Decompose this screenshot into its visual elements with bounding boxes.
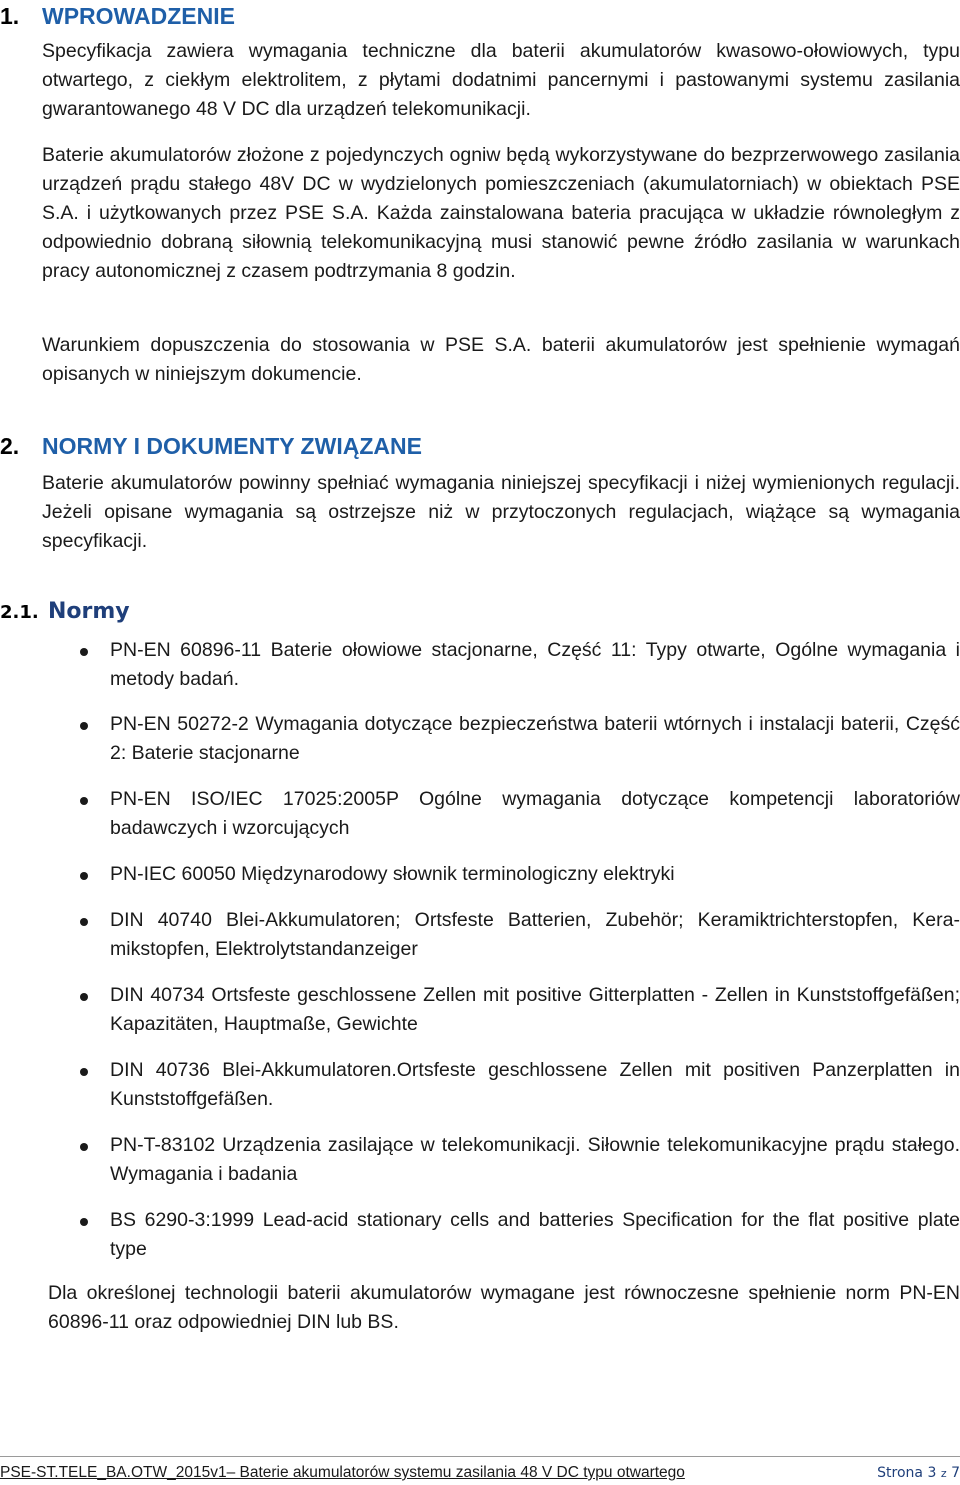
list-item-text: PN-IEC 60050 Międzynarodowy słownik terminologiczny elektryki (110, 863, 675, 885)
list-item-text: DIN 40736 Blei-Akkumulatoren.Ortsfeste geschlossene Zellen mit positiven Panzerplatten in Kunststoffgefäßen. (110, 1059, 960, 1110)
intro-paragraph-3: Warunkiem dopuszczenia do stosowania w PSE S.A. baterii akumulatorów jest spełnienie wymagań opisanych w niniejszym dokumencie. (42, 334, 960, 385)
section-1-title: WPROWADZENIE (42, 3, 235, 29)
list-item-text: DIN 40740 Blei-Akkumulatoren; Ortsfeste Batterien, Zubehör; Keramiktrichterstopfen, Kera-mikstopfen, Elektrolytstandanzeiger (110, 909, 960, 960)
list-item-text: PN-EN 50272-2 Wymagania dotyczące bezpieczeństwa baterii wtórnych i instalacji baterii, Część 2: Baterie stacjonarne (110, 713, 960, 764)
bullet-icon (80, 1218, 88, 1226)
bullet-icon (80, 872, 88, 880)
section-2-heading (0, 432, 422, 460)
page-footer (0, 1460, 960, 1484)
section-2-number: 2. (0, 433, 20, 459)
footer-page-number (877, 1462, 960, 1485)
footer-page-label: Strona (877, 1465, 924, 1481)
footer-divider (0, 1456, 960, 1457)
section-2-paragraph: Baterie akumulatorów powinny spełniać wymagania niniejszej specyfikacji i niżej wymienionych regulacji. Jeżeli opisane wymagania są ostrzejsze niż w przytoczonych regulacjach, wiążące są wymagania specyfikacji. (42, 472, 960, 552)
list-item-text: BS 6290-3:1999 Lead-acid stationary cells and batteries Specification for the flat positive plate type (110, 1209, 960, 1260)
list-item-text: PN-EN 60896-11 Baterie ołowiowe stacjonarne, Część 11: Typy otwarte, Ogólne wymagania i metody badań. (110, 639, 960, 690)
bullet-icon (80, 797, 88, 805)
list-item-text: PN-EN ISO/IEC 17025:2005P Ogólne wymagania dotyczące kompetencji laboratoriów badawczych i wzorcujących (110, 788, 960, 839)
section-2-1-number: 2.1. (0, 602, 39, 623)
closing-paragraph: Dla określonej technologii baterii akumulatorów wymagane jest równoczesne spełnienie norm PN-EN 60896-11 oraz odpowiedniej DIN lub BS. (48, 1282, 960, 1333)
section-2-title: NORMY I DOKUMENTY ZWIĄZANE (42, 433, 422, 459)
section-2-1-heading (0, 598, 130, 627)
footer-page-of: z (940, 1467, 947, 1480)
section-1-number: 1. (0, 3, 20, 29)
bullet-icon (80, 1068, 88, 1076)
bullet-icon (80, 918, 88, 926)
list-item-text: PN-T-83102 Urządzenia zasilające w telekomunikacji. Siłownie telekomunikacyjne prądu stałego. Wymagania i badania (110, 1134, 960, 1185)
footer-page-total: 7 (951, 1465, 960, 1481)
intro-paragraph-2: Baterie akumulatorów złożone z pojedynczych ogniw będą wykorzystywane do bezprzerwowego zasilania urządzeń prądu stałego 48V DC w wydzielonych pomieszczeniach (akumulatorniach) w obiektach PSE S.A. i użytkowanych przez PSE S.A. Każda zainstalowana bateria pracująca w układzie równoległym z odpowiednio dobraną siłownią telekomunikacyjną musi stanowić pewne źródło zasilania w warunkach pracy autonomicznej z czasem podtrzymania 8 godzin. (42, 144, 960, 282)
bullet-icon (80, 722, 88, 730)
section-1-heading (0, 2, 235, 30)
intro-paragraph-1: Specyfikacja zawiera wymagania techniczne dla baterii akumulatorów kwasowo-ołowiowych, typu otwartego, z ciekłym elektrolitem, z płytami dodatnimi pancernymi i pastowanymi systemu zasilania gwarantowanego 48 V DC dla urządzeń telekomunikacji. (42, 40, 960, 120)
footer-document-id: PSE-ST.TELE_BA.OTW_2015v1– Baterie akumulatorów systemu zasilania 48 V DC typu otwartego (0, 1464, 685, 1481)
footer-page-current: 3 (927, 1465, 937, 1481)
bullet-icon (80, 1143, 88, 1151)
bullet-icon (80, 648, 88, 656)
list-item-text: DIN 40734 Ortsfeste geschlossene Zellen mit positive Gitterplatten - Zellen in Kunststoffgefäßen; Kapazitäten, Hauptmaße, Gewichte (110, 984, 960, 1035)
bullet-icon (80, 993, 88, 1001)
section-2-1-title: Normy (48, 599, 130, 624)
